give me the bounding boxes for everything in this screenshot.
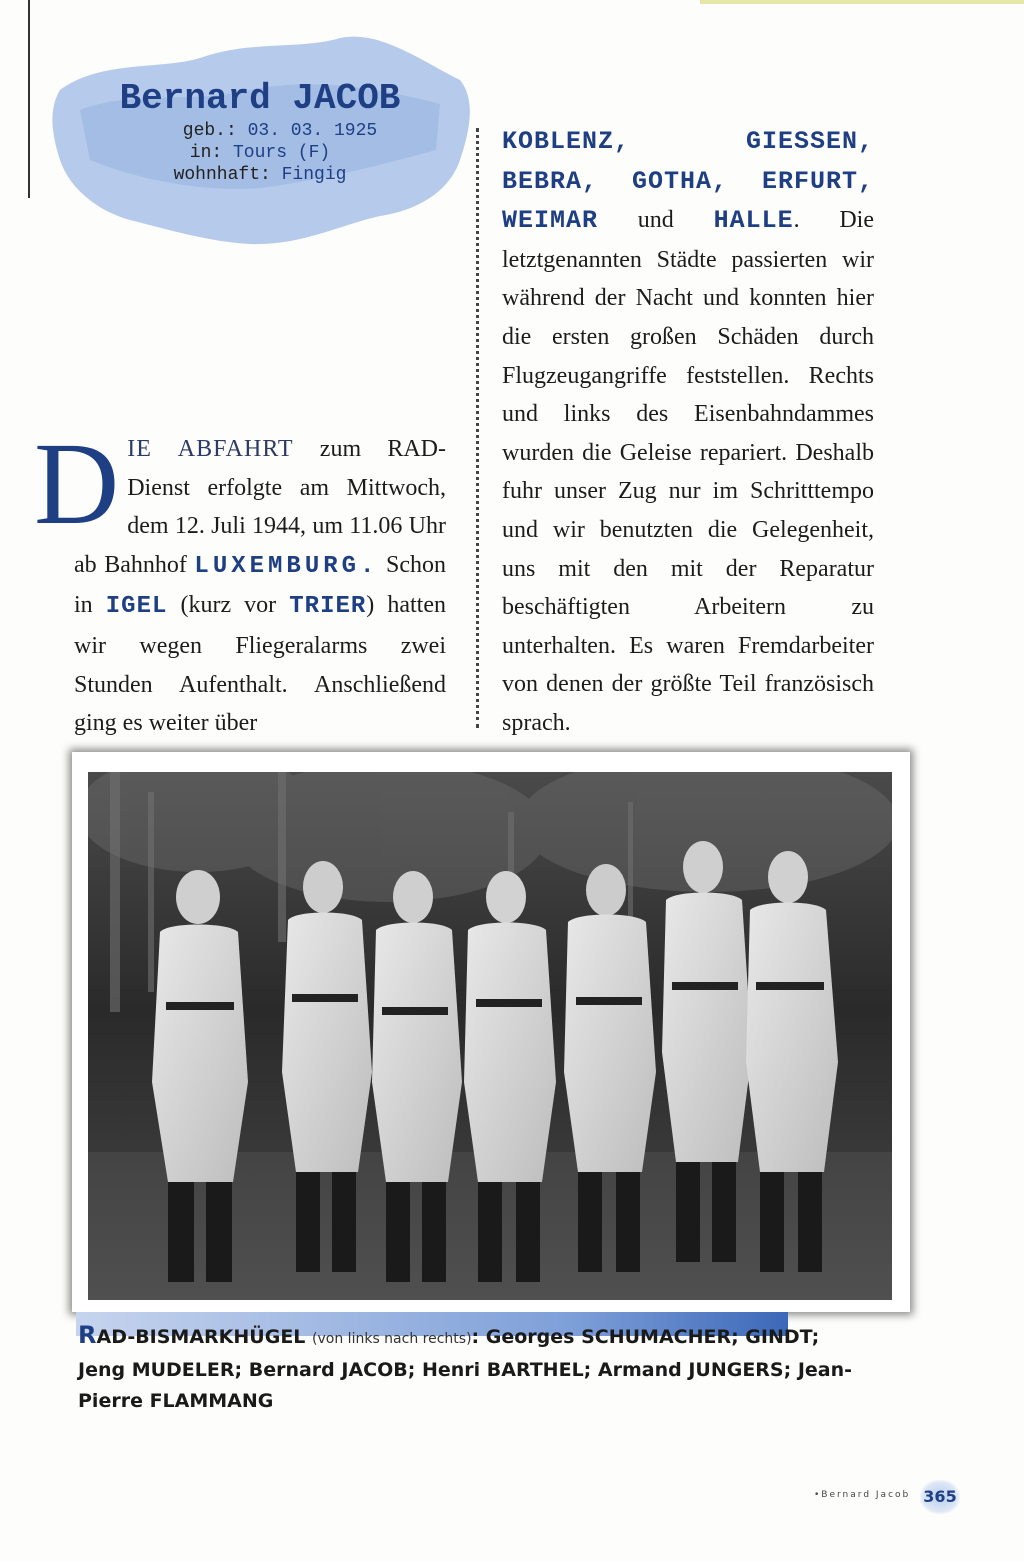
text-segment: zum RAD-Dienst erfolgte am Mittwoch, dem 12. Juli 1944, um 11.06 Uhr ab Bahnhof — [74, 436, 447, 578]
person-header — [60, 78, 460, 186]
residence-value: Fingig — [281, 165, 347, 185]
caption-names: : Georges SCHUMACHER; GINDT; Jeng MUDELER; Bernard JACOB; Henri BARTHEL; Armand JUNGERS; Jean-Pierre FLAMMANG — [78, 1326, 853, 1412]
column-divider — [476, 128, 479, 728]
top-rule — [700, 0, 1024, 4]
group-photo — [88, 772, 892, 1300]
person-name: Bernard JACOB — [119, 78, 401, 119]
text-segment: (kurz vor — [167, 592, 290, 619]
place-list: KOBLENZ, GIESSEN, BEBRA, GOTHA, ERFURT, WEIMAR — [502, 127, 874, 236]
lead-in: IE ABFAHRT — [127, 436, 294, 462]
birth-place-value: Tours (F) — [233, 143, 331, 163]
residence-label: wohnhaft: — [173, 165, 271, 185]
text-segment: ) hatten wir wegen Fliegeralarms zwei Stunden Aufenthalt. Anschließend ging es weiter über — [74, 592, 446, 737]
text-column-right — [502, 122, 874, 743]
drop-cap: D — [34, 418, 120, 549]
place-name: HALLE — [713, 206, 794, 236]
photo-caption — [78, 1320, 858, 1417]
birth-place-row — [60, 142, 460, 164]
place-name: IGEL — [105, 593, 168, 621]
page-number: 365 — [920, 1480, 960, 1514]
place-name: TRIER — [289, 593, 367, 621]
residence-row — [60, 164, 460, 186]
text-segment: . Die letztgenannten Städte passierten wir während der Nacht und konnten hier die ersten großen Schäden durch Flugzeugangriffe feststellen. Rechts und links des Eisenbahndammes wurden die Geleise repariert. Deshalb fuhr unser Zug nur im Schritttempo und wir benutzten die Gelegenheit, uns mit den mit der Reparatur beschäftigten Arbeitern zu unterhalten. Es waren Fremdarbeiter von denen der größte Teil französisch sprach. — [502, 207, 875, 736]
caption-initial: R — [78, 1321, 97, 1349]
running-footer-label: •Bernard Jacob — [814, 1490, 911, 1500]
text-segment: Schon in — [74, 551, 447, 619]
page-footer — [814, 1480, 964, 1516]
birth-place-label: in: — [189, 143, 223, 163]
birth-date-value: 03. 03. 1925 — [247, 121, 378, 141]
place-name: LUXEMBURG. — [194, 552, 379, 580]
birth-date-row — [60, 120, 460, 142]
caption-note: (von links nach rechts) — [312, 1331, 472, 1347]
text-segment: und — [598, 207, 714, 234]
text-column-left — [34, 418, 447, 743]
caption-title: AD-BISMARKHÜGEL — [96, 1326, 306, 1348]
left-margin-rule — [28, 0, 30, 198]
birth-date-label: geb.: — [182, 121, 237, 141]
